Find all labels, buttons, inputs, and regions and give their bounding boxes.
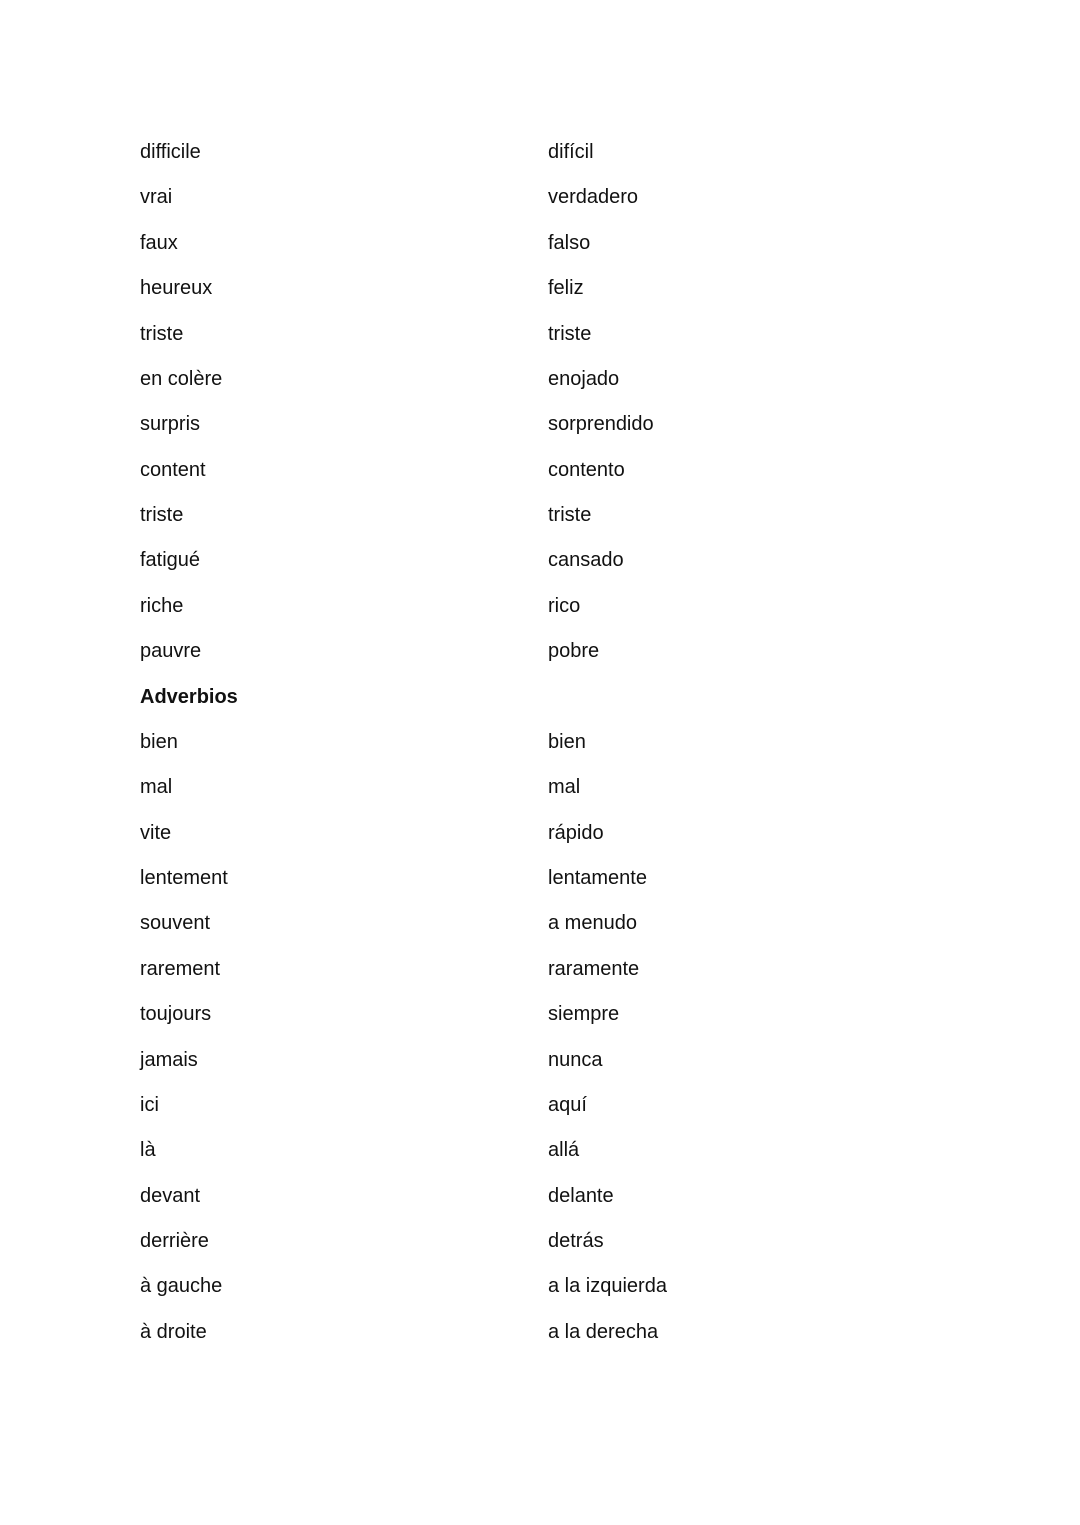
french-word: à gauche xyxy=(140,1275,223,1298)
spanish-word: verdadero xyxy=(548,186,639,209)
spanish-word: feliz xyxy=(548,277,584,300)
vocab-row xyxy=(140,956,940,1001)
french-word: triste xyxy=(140,504,184,526)
vocab-row xyxy=(140,1047,940,1092)
spanish-word: falso xyxy=(548,231,591,254)
vocab-row xyxy=(140,230,940,275)
french-word: toujours xyxy=(140,1003,212,1026)
french-word: en colère xyxy=(140,367,223,390)
vocab-row xyxy=(140,366,940,411)
vocab-row xyxy=(140,547,940,592)
french-word: difficile xyxy=(140,141,201,163)
french-word: à droite xyxy=(140,1320,207,1343)
vocab-row xyxy=(140,1319,940,1364)
french-word: devant xyxy=(140,1184,201,1207)
spanish-word: lentamente xyxy=(548,867,647,889)
vocab-row xyxy=(140,774,940,819)
spanish-word: mal xyxy=(548,776,581,799)
vocab-row xyxy=(140,184,940,229)
french-word: vrai xyxy=(140,186,173,209)
spanish-word: delante xyxy=(548,1184,614,1207)
vocab-row xyxy=(140,638,940,683)
vocab-row xyxy=(140,1001,940,1046)
vocab-row xyxy=(140,411,940,456)
vocab-row xyxy=(140,729,940,774)
spanish-word: siempre xyxy=(548,1003,620,1026)
spanish-word: rico xyxy=(548,594,581,617)
vocabulary-list xyxy=(140,139,940,1364)
vocab-row xyxy=(140,1092,940,1137)
french-word: heureux xyxy=(140,277,213,300)
vocab-row xyxy=(140,910,940,955)
french-word: triste xyxy=(140,322,184,345)
vocab-row xyxy=(140,1137,940,1182)
french-word: rarement xyxy=(140,957,221,980)
french-word: mal xyxy=(140,776,173,799)
french-word: souvent xyxy=(140,912,211,935)
spanish-word: bien xyxy=(548,730,586,753)
vocab-row xyxy=(140,275,940,320)
spanish-word: contento xyxy=(548,458,625,481)
french-word: vite xyxy=(140,821,172,844)
spanish-word: detrás xyxy=(548,1230,604,1252)
french-word: ici xyxy=(140,1093,159,1116)
french-word: faux xyxy=(140,231,178,254)
french-word: pauvre xyxy=(140,640,202,663)
french-word: surpris xyxy=(140,413,201,436)
spanish-word: allá xyxy=(548,1139,580,1162)
vocab-row xyxy=(140,1183,940,1228)
spanish-word: difícil xyxy=(548,141,594,163)
spanish-word: cansado xyxy=(548,549,624,572)
vocab-row xyxy=(140,502,940,547)
french-word: derrière xyxy=(140,1230,209,1252)
vocab-row xyxy=(140,820,940,865)
spanish-word: raramente xyxy=(548,957,640,980)
spanish-word: enojado xyxy=(548,367,620,390)
spanish-word: aquí xyxy=(548,1093,587,1116)
vocab-row xyxy=(140,865,940,910)
french-word: fatigué xyxy=(140,549,201,572)
spanish-word: a menudo xyxy=(548,912,637,935)
french-word: lentement xyxy=(140,867,228,889)
vocab-row xyxy=(140,593,940,638)
french-word: riche xyxy=(140,594,184,617)
vocab-row xyxy=(140,457,940,502)
french-word: là xyxy=(140,1139,156,1162)
french-word: jamais xyxy=(140,1048,198,1071)
section-heading: Adverbios xyxy=(140,685,238,708)
vocab-row xyxy=(140,1273,940,1318)
spanish-word: a la izquierda xyxy=(548,1275,667,1298)
spanish-word: sorprendido xyxy=(548,413,654,436)
section-heading-row xyxy=(140,684,940,729)
spanish-word: pobre xyxy=(548,640,600,663)
spanish-word: triste xyxy=(548,322,592,345)
french-word: bien xyxy=(140,730,178,753)
spanish-word: a la derecha xyxy=(548,1320,659,1343)
spanish-word: triste xyxy=(548,504,592,526)
vocab-row xyxy=(140,1228,940,1273)
vocab-row xyxy=(140,139,940,184)
french-word: content xyxy=(140,458,206,481)
spanish-word: nunca xyxy=(548,1048,603,1071)
spanish-word: rápido xyxy=(548,821,604,844)
vocab-row xyxy=(140,321,940,366)
